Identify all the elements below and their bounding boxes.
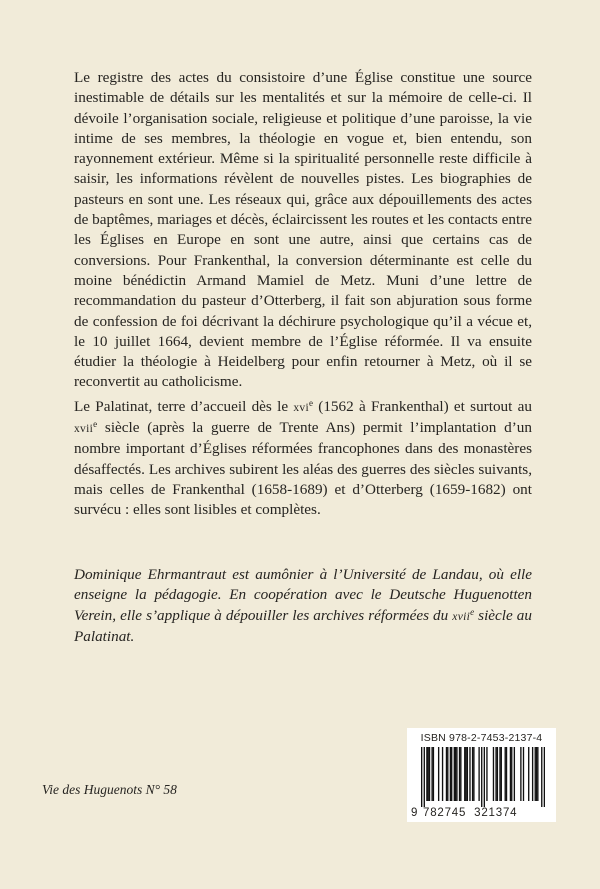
barcode-bar [520,747,521,801]
barcode-bar [535,747,536,801]
barcode-bar [505,747,506,801]
barcode-bar [495,747,496,801]
century-numeral: xvi [293,401,309,414]
barcode-bar [510,747,511,801]
barcode-bar [446,747,447,801]
barcode-bar [497,747,498,801]
barcode-bar [478,747,479,801]
barcode-bar [464,747,465,801]
barcode-bar [486,747,487,801]
barcode-bar [426,747,427,801]
barcode-icon [421,747,545,807]
series-title: Vie des Huguenots N° 58 [42,782,177,797]
barcode-bar [447,747,448,801]
barcode-bar [469,747,470,801]
barcode-bar [450,747,451,801]
barcode-bar [544,747,545,807]
barcode-bar [438,747,439,801]
barcode-bar [528,747,529,801]
barcode-bar [473,747,474,801]
blurb-paragraph-2: Le Palatinat, terre d’accueil dès le xvi$^e$ (1562 à Frankenthal) et surtout au xvii$^e$ siècle (après la guerre de Trente Ans) permit l’implantation d’un nombre important d’Églises réformées francophones dans des monastères désaffectés. Les archives subirent les aléas des guerres des siècles suivants, mais celles de Frankenthal (1658-1689) et d’Otterberg (1659-1682) ont survécu : elles sont lisibles et complètes. [74,397,532,519]
barcode-bar [537,747,538,801]
barcode-bar [467,747,468,801]
barcode-bar [433,747,434,801]
barcode-bar [523,747,524,801]
barcode-bar [511,747,512,801]
barcode-bar [421,747,422,807]
century-numeral: xvii [452,610,471,623]
barcode-bar [514,747,515,801]
barcode-bar [431,747,432,801]
barcode-bar [541,747,542,807]
barcode-bar [472,747,473,801]
barcode-bar [506,747,507,801]
barcode-bar [442,747,443,801]
barcode-bar [459,747,460,801]
barcode-bar [429,747,430,801]
century-numeral: xvii [74,423,94,436]
barcode-bar [499,747,500,801]
barcode-bar [460,747,461,801]
barcode-bar [536,747,537,801]
barcode-bar [424,747,425,807]
barcode-bar [455,747,456,801]
barcode-bar [493,747,494,801]
barcode-bar [501,747,502,801]
barcode-bar [428,747,429,801]
barcode-bar [481,747,482,807]
barcode-bar [484,747,485,807]
blurb [74,68,532,521]
barcode-bar [451,747,452,801]
barcode-bar [454,747,455,801]
barcode-bar [456,747,457,801]
blurb-paragraph-1: Le registre des actes du consistoire d’une Église constitue une source inestimable de détails sur les mentalités et sur la mémoire de celle-ci. Il dévoile l’organisation sociale, religieuse et politique d’une paroisse, la vie intime de ses membres, la théologie en vogue et, bien entendu, son rayonnement extérieur. Même si la spiritualité personnelle reste difficile à saisir, les informations révèlent de nouvelles pistes. Les biographies de pasteurs en sont une. Les réseaux qui, grâce aux dépouillements des actes de baptêmes, mariages et décès, éclaircissent les routes et les contacts entre les Églises en Europe en sont une autre, ainsi que certains cas de conversions. Pour Frankenthal, la conversion déterminante est celle du moine bénédictin Armand Mamiel de Metz. Muni d’une lettre de recommandation du pasteur d’Otterberg, il fait son abjuration sous forme de confession de foi décrivant la déchirure psychologique qu’il a vécue et, le 10 juillet 1664, devient membre de l’Église réformée. Il va ensuite étudier la théologie à Heidelberg pour enfin retourner à Metz, où il se reconvertit au catholicisme. [74,69,532,391]
isbn-label: ISBN 978-2-7453-2137-4 [420,732,543,744]
barcode-bar [532,747,533,801]
barcode-bar [465,747,466,801]
isbn-barcode: ISBN 978-2-7453-2137-4 9 782745 321374 [407,728,556,822]
author-bio: Dominique Ehrmantraut est aumônier à l’Université de Landau, où elle enseigne la pédagogie. En coopération avec le Deutsche Huguenotten Verein, elle s’applique à dépouiller les archives réformées du xvii$^e$ siècle au Palatinat. [74,566,532,645]
